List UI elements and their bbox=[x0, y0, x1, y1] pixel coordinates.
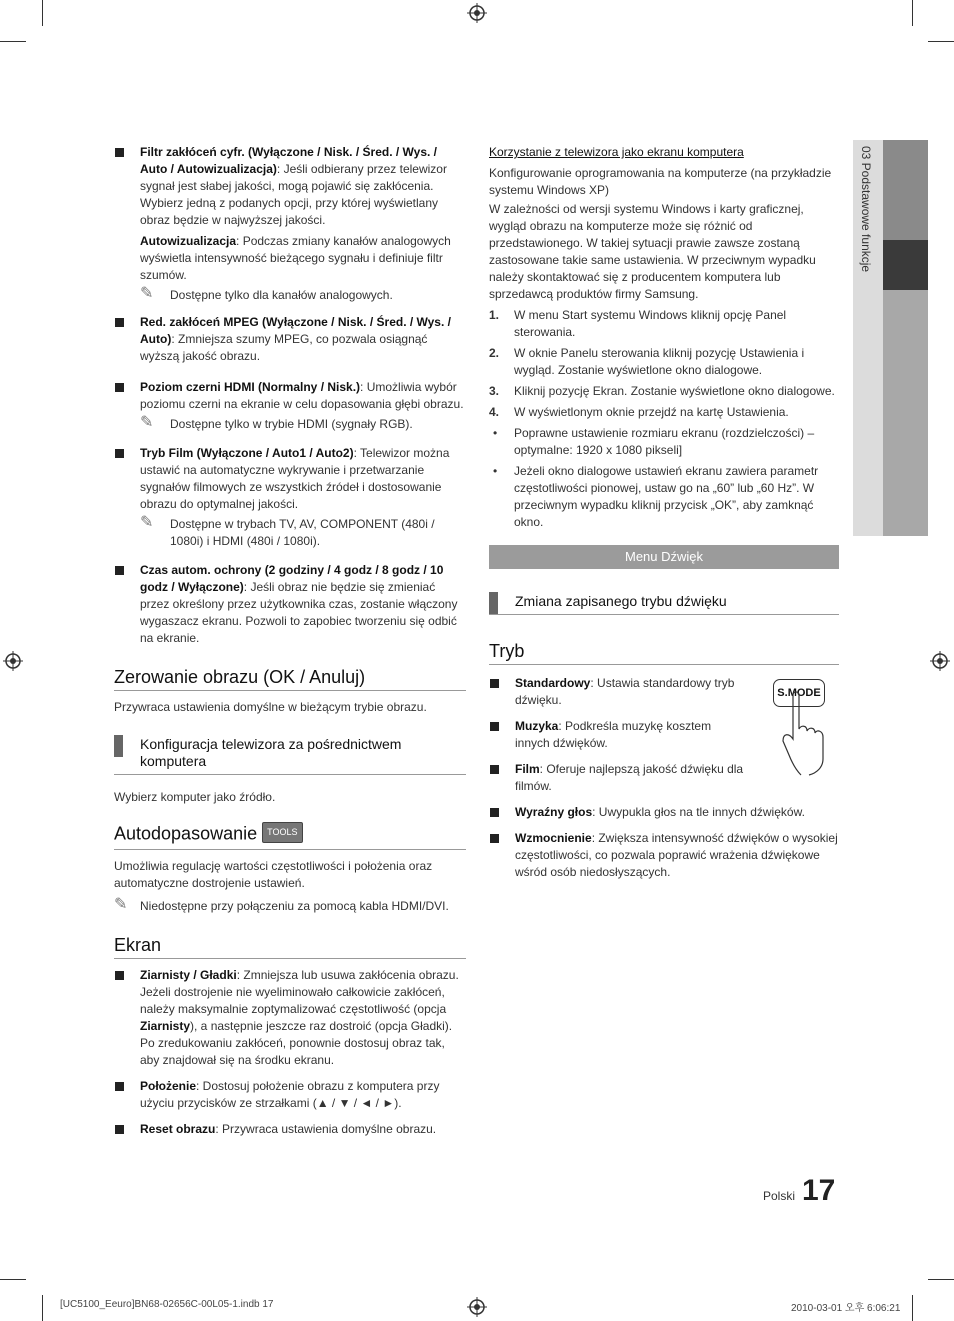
note-pencil-icon: ✎ bbox=[114, 896, 128, 913]
step-item: 4. W wyświetlonym oknie przejdź na kartę Ustawienia. bbox=[489, 405, 789, 419]
right-column bbox=[489, 144, 839, 888]
list-item: Wyraźny głos: Uwypukla głos na tle innych dźwięków. bbox=[489, 804, 839, 821]
list-item: Położenie: Dostosuj położenie obrazu z komputera przy użyciu przycisków ze strzałkami (▲ / ▼ / ◄ / ►). bbox=[114, 1078, 466, 1112]
registration-mark-icon bbox=[467, 3, 487, 23]
section-title-sound-mode: Zmiana zapisanego trybu dźwięku bbox=[489, 591, 839, 615]
smode-button: S.MODE bbox=[773, 679, 825, 707]
crop-mark bbox=[928, 1279, 954, 1280]
left-column bbox=[114, 144, 466, 1145]
page-number: 17 bbox=[802, 1174, 836, 1207]
section-title-auto-adjust: Autodopasowanie TOOLS bbox=[114, 824, 466, 850]
bullet-item: • Jeżeli okno dialogowe ustawień ekranu zawiera parametr częstotliwości pionowej, ustaw go na „60” lub „60 Hz”. W przeciwnym wypadku kliknij przycisk „OK”, aby zamknąć okno. bbox=[493, 464, 819, 529]
registration-mark-icon bbox=[3, 651, 23, 671]
footer-file-info: [UC5100_Eeuro]BN68-02656C-00L05-1.indb 17 bbox=[60, 1299, 274, 1310]
bullet-item: • Poprawne ustawienie rozmiaru ekranu (rozdzielczości) – optymalne: 1920 x 1080 pikseli] bbox=[493, 426, 815, 457]
paragraph: W zależności od wersji systemu Windows i karty graficznej, wygląd obrazu na komputerze może się różnić od przedstawionego. W takiej sytuacji prawie zawsze zostaną zastosowane takie same ustawienia. W przeciwnym wypadku należy skontaktować się z producentem komputera lub sprzedawcą produktów firmy Samsung. bbox=[489, 202, 816, 301]
hand-pointer-icon bbox=[779, 689, 829, 777]
section-text: Przywraca ustawienia domyślne w bieżącym trybie obrazu. bbox=[114, 700, 427, 714]
side-tab bbox=[853, 140, 928, 536]
registration-mark-icon bbox=[467, 1297, 487, 1317]
crop-mark bbox=[912, 0, 913, 26]
note-pencil-icon: ✎ bbox=[140, 514, 154, 531]
crop-mark bbox=[0, 1279, 26, 1280]
crop-mark bbox=[42, 1295, 43, 1321]
crop-mark bbox=[0, 41, 26, 42]
footer-date: 2010-03-01 오후 6:06:21 bbox=[791, 1303, 901, 1314]
section-title-pc-config: Konfiguracja telewizora za pośrednictwem komputera bbox=[114, 734, 466, 775]
registration-mark-icon bbox=[930, 651, 950, 671]
list-item: Standardowy: Ustawia standardowy tryb dźwięku. bbox=[489, 675, 735, 709]
note-pencil-icon: ✎ bbox=[140, 414, 154, 431]
step-item: 2. W oknie Panelu sterowania kliknij pozycję Ustawienia i wygląd. Zostanie wyświetlone okno dialogowe. bbox=[489, 346, 805, 377]
side-tab-label: 03 Podstawowe funkcje bbox=[859, 146, 873, 273]
section-title-ekran: Ekran bbox=[114, 937, 466, 959]
footer-language: Polski bbox=[763, 1189, 796, 1203]
crop-mark bbox=[912, 1295, 913, 1321]
section-title-tryb: Tryb bbox=[489, 643, 839, 665]
list-item: Wzmocnienie: Zwiększa intensywność dźwięków o wysokiej częstotliwości, co pozwala poprawić wrażenia dźwiękowe wśród osób niedosłyszących. bbox=[489, 830, 839, 881]
section-title-reset: Zerowanie obrazu (OK / Anuluj) bbox=[114, 669, 466, 691]
list-item: Tryb Film (Wyłączone / Auto1 / Auto2): Telewizor można ustawić na automatyczne wykrywanie i przetwarzanie sygnałów filmowych ze wszystkich źródeł i dostosowanie obrazu do optymalnej jakości. ✎ Dostępne w trybach TV, AV, COMPONENT (480i / 1080i) i HDMI (480i / 1080i). bbox=[114, 445, 466, 550]
list-item: Reset obrazu: Przywraca ustawienia domyślne obrazu. bbox=[114, 1121, 466, 1138]
list-item: Filtr zakłóceń cyfr. (Wyłączone / Nisk. / Śred. / Wys. / Auto / Autowizualizacja): Jeśli odbierany przez telewizor sygnał jest słabej jakości, mogą pojawić się zakłócenia. Wybierz jedną z podanych opcji, przy której wyświetlany obraz będzie w najwyższej jakości. Autowizualizacja: Podczas zmiany kanałów analogowych wyświetla intensywność bieżącego sygnału i definiuje filtr szumów. ✎ Dostępne tylko dla kanałów analogowych. bbox=[114, 144, 466, 304]
menu-banner: Menu Dźwięk bbox=[489, 545, 839, 569]
list-item: Film: Oferuje najlepszą jakość dźwięku dla filmów. bbox=[489, 761, 745, 795]
note: ✎ Niedostępne przy połączeniu za pomocą kabla HDMI/DVI. bbox=[114, 896, 449, 913]
list-item: Ziarnisty / Gładki: Zmniejsza lub usuwa zakłócenia obrazu. Jeżeli dostrojenie nie wyeliminowało całkowicie zakłóceń, należy maksymalnie zoptymalizować częstotliwość (opcja Ziarnisty), a następnie jeszcze raz dostroić (opcja Gładki). Po zredukowaniu zakłóceń, ponownie dostosuj obraz tak, aby znajdował się na środku ekranu. bbox=[114, 967, 466, 1069]
section-text: Umożliwia regulację wartości częstotliwości i położenia oraz automatyczne dostrojenie ustawień. bbox=[114, 859, 433, 890]
tools-badge: TOOLS bbox=[262, 822, 302, 843]
note-pencil-icon: ✎ bbox=[140, 285, 154, 302]
list-item: Poziom czerni HDMI (Normalny / Nisk.): Umożliwia wybór poziomu czerni na ekranie w celu dopasowania głębi obrazu. ✎ Dostępne tylko w trybie HDMI (sygnały RGB). bbox=[114, 379, 466, 433]
list-item: Czas autom. ochrony (2 godziny / 4 godz / 8 godz / 10 godz / Wyłączone): Jeśli obraz nie będzie się zmieniać przez określony przez użytkownika czas, zostanie włączony wygaszacz ekranu. Pozwoli to zapobiec tworzeniu się odbić na ekranie. bbox=[114, 562, 466, 647]
crop-mark bbox=[928, 41, 954, 42]
paragraph: Konfigurowanie oprogramowania na komputerze (na przykładzie systemu Windows XP) bbox=[489, 166, 832, 197]
list-item: Red. zakłóceń MPEG (Wyłączone / Nisk. / Śred. / Wys. / Auto): Zmniejsza szumy MPEG, co pozwala osiągnąć wyższą jakość obrazu. bbox=[114, 314, 466, 365]
step-item: 3. Kliknij pozycję Ekran. Zostanie wyświetlone okno dialogowe. bbox=[489, 384, 835, 398]
crop-mark bbox=[42, 0, 43, 26]
list-item: Muzyka: Podkreśla muzykę kosztem innych dźwięków. bbox=[489, 718, 745, 752]
pc-usage-title: Korzystanie z telewizora jako ekranu komputera bbox=[489, 145, 744, 159]
section-text: Wybierz komputer jako źródło. bbox=[114, 790, 276, 804]
smode-remote-illustration bbox=[773, 679, 829, 779]
step-item: 1. W menu Start systemu Windows kliknij opcję Panel sterowania. bbox=[489, 308, 787, 339]
